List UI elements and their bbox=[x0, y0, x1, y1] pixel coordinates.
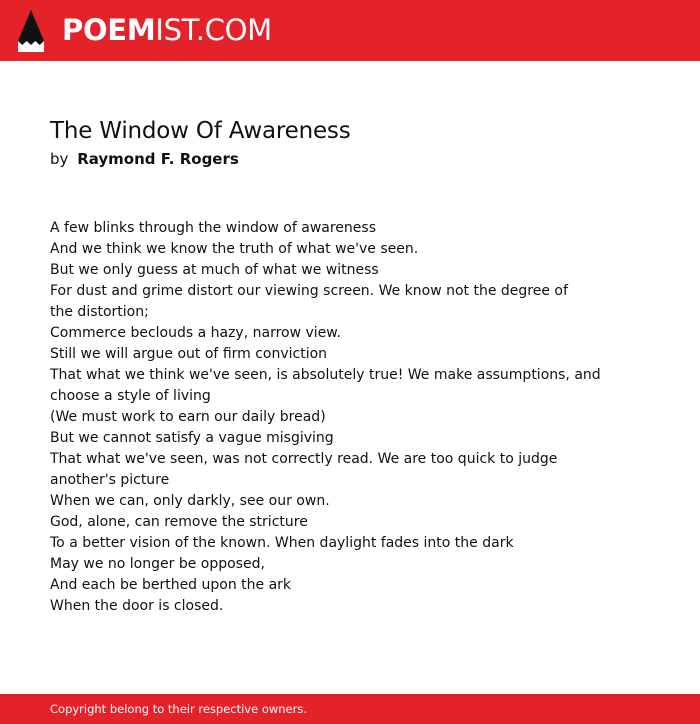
poem-line: God, alone, can remove the stricture bbox=[50, 514, 308, 530]
poem-body bbox=[50, 218, 601, 617]
site-header bbox=[0, 0, 700, 61]
poem-title: The Window Of Awareness bbox=[50, 118, 351, 144]
poem-line: And each be berthed upon the ark bbox=[50, 577, 292, 593]
poem-author: Raymond F. Rogers bbox=[77, 150, 239, 168]
by-label: by bbox=[50, 150, 69, 168]
poem-line: Still we will argue out of firm conviction bbox=[50, 346, 328, 362]
poem-line: That what we think we've seen, is absolutely true! We make assumptions, and bbox=[50, 367, 601, 383]
poem-line: the distortion; bbox=[50, 304, 149, 320]
poem-line: To a better vision of the known. When daylight fades into the dark bbox=[50, 535, 514, 551]
copyright-text: Copyright belong to their respective owners. bbox=[50, 702, 308, 716]
poem-line: When the door is closed. bbox=[50, 598, 224, 614]
logo-brand-bold: POEM bbox=[62, 13, 156, 47]
poem-line: (We must work to earn our daily bread) bbox=[50, 409, 326, 425]
site-logo[interactable] bbox=[62, 12, 272, 48]
poem-line: Commerce beclouds a hazy, narrow view. bbox=[50, 325, 341, 341]
poem-line: When we can, only darkly, see our own. bbox=[50, 493, 330, 509]
poem-line: another's picture bbox=[50, 472, 170, 488]
poem-line: May we no longer be opposed, bbox=[50, 556, 265, 572]
poem-line: For dust and grime distort our viewing screen. We know not the degree of bbox=[50, 283, 568, 299]
poem-line: That what we've seen, was not correctly read. We are too quick to judge bbox=[50, 451, 558, 467]
site-footer bbox=[0, 694, 700, 724]
logo-brand-light: IST.COM bbox=[155, 13, 272, 47]
poem-line: A few blinks through the window of awareness bbox=[50, 220, 376, 236]
pencil-tip-icon[interactable] bbox=[18, 10, 44, 52]
poem-line: choose a style of living bbox=[50, 388, 211, 404]
poem-line: And we think we know the truth of what we've seen. bbox=[50, 241, 419, 257]
poem-line: But we only guess at much of what we witness bbox=[50, 262, 379, 278]
poem-byline bbox=[50, 148, 239, 170]
poem-line: But we cannot satisfy a vague misgiving bbox=[50, 430, 334, 446]
